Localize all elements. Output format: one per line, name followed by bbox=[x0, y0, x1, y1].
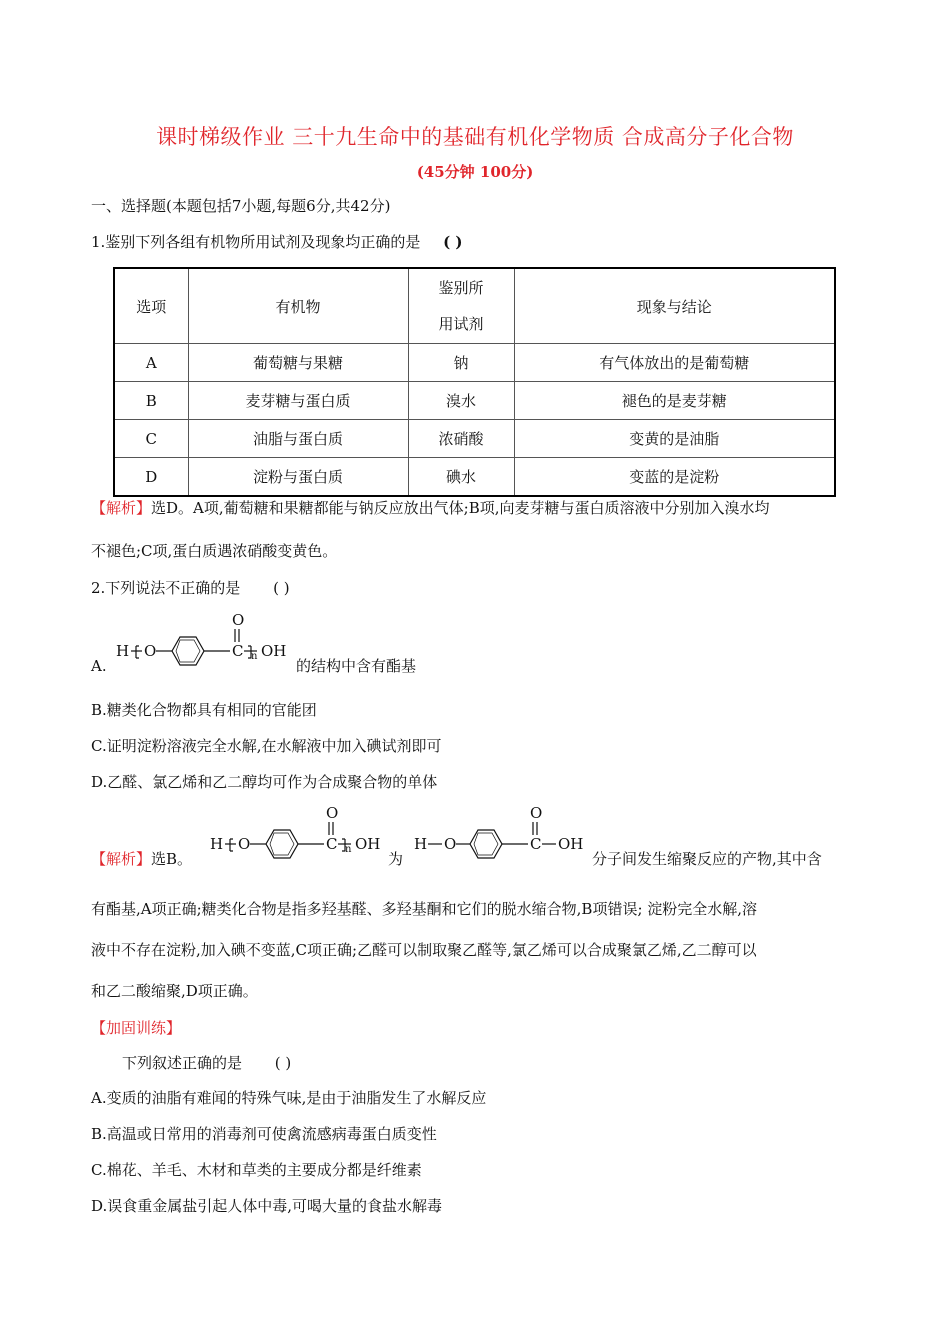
atom-o: O bbox=[444, 835, 457, 853]
page-title: 课时梯级作业 三十九生命中的基础有机化学物质 合成高分子化合物 bbox=[156, 125, 794, 149]
bracket-right bbox=[248, 646, 251, 658]
atom-h: H bbox=[210, 835, 224, 853]
atom-o-carbonyl: O bbox=[232, 611, 245, 629]
bracket-left bbox=[136, 646, 139, 658]
table-row bbox=[114, 382, 835, 420]
repeat-n: n bbox=[251, 651, 258, 662]
analysis-text: 选D。A项,葡萄糖和果糖都能与钠反应放出气体;B项,向麦芽糖与蛋白质溶液中分别加入溴水均 bbox=[151, 499, 770, 517]
atom-o-carbonyl: O bbox=[326, 804, 339, 822]
question-2-answer-blank: ( ) bbox=[273, 579, 290, 597]
practice-option-a: A.变质的油脂有难闻的特殊气味,是由于油脂发生了水解反应 bbox=[91, 1089, 487, 1107]
structure-formula-monomer bbox=[410, 803, 590, 865]
formula-atoms bbox=[414, 804, 583, 853]
table-cell: 溴水 bbox=[408, 382, 514, 420]
table-cell: 褪色的是麦芽糖 bbox=[514, 382, 835, 420]
table-row bbox=[114, 344, 835, 382]
question-1-text: 1.鉴别下列各组有机物所用试剂及现象均正确的是 bbox=[91, 233, 421, 251]
option-a-label: A. bbox=[91, 657, 107, 675]
atom-h: H bbox=[414, 835, 428, 853]
practice-option-c: C.棉花、羊毛、木材和草类的主要成分都是纤维素 bbox=[91, 1161, 422, 1179]
table-cell: A bbox=[114, 344, 188, 382]
benzene-ring bbox=[172, 637, 204, 665]
question-2-stem bbox=[91, 577, 290, 599]
atom-c: C bbox=[530, 835, 542, 853]
analysis-tag: 【解析】 bbox=[91, 499, 152, 517]
practice-option-d: D.误食重金属盐引起人体中毒,可喝大量的食盐水解毒 bbox=[91, 1197, 443, 1215]
benzene-inner bbox=[176, 640, 200, 662]
atom-o-carbonyl: O bbox=[530, 804, 543, 822]
practice-option-b: B.高温或日常用的消毒剂可使禽流感病毒蛋白质变性 bbox=[91, 1125, 437, 1143]
atom-c: C bbox=[232, 642, 244, 660]
table-header-line: 鉴别所 bbox=[438, 279, 484, 297]
benzene-inner bbox=[474, 833, 498, 855]
question-2-text: 2.下列说法不正确的是 bbox=[91, 579, 241, 597]
repeat-n: n bbox=[345, 844, 352, 855]
table-cell: 碘水 bbox=[408, 458, 514, 497]
question-1-analysis bbox=[91, 497, 770, 519]
table-cell: 麦芽糖与蛋白质 bbox=[188, 382, 408, 420]
question-2-analysis-line-3: 液中不存在淀粉,加入碘不变蓝,C项正确;乙醛可以制取聚乙醛等,氯乙烯可以合成聚氯乙烯,乙二醇可以 bbox=[91, 941, 757, 959]
bracket-left bbox=[230, 839, 233, 851]
table-cell: 油脂与蛋白质 bbox=[188, 420, 408, 458]
benzene-inner bbox=[270, 833, 294, 855]
practice-tag: 【加固训练】 bbox=[91, 1019, 182, 1037]
page-subtitle: (45分钟 100分) bbox=[416, 163, 534, 181]
question-1-table bbox=[113, 267, 836, 497]
formula-atoms bbox=[210, 804, 380, 855]
question-1-analysis-line-2: 不褪色;C项,蛋白质遇浓硝酸变黄色。 bbox=[91, 542, 338, 560]
table-cell: D bbox=[114, 458, 188, 497]
option-b: B.糖类化合物都具有相同的官能团 bbox=[91, 701, 317, 719]
table-cell: 钠 bbox=[408, 344, 514, 382]
table-row bbox=[114, 420, 835, 458]
structure-formula-a bbox=[114, 610, 296, 672]
table-header-row bbox=[114, 268, 835, 344]
question-1-stem bbox=[91, 231, 463, 253]
table-cell: C bbox=[114, 420, 188, 458]
atom-oh: OH bbox=[558, 835, 584, 853]
atom-h: H bbox=[116, 642, 130, 660]
formula-atoms bbox=[116, 611, 286, 662]
question-2-analysis-start bbox=[91, 848, 192, 870]
table-cell: 葡萄糖与果糖 bbox=[188, 344, 408, 382]
practice-answer-blank: ( ) bbox=[274, 1054, 292, 1072]
atom-oh: OH bbox=[261, 642, 287, 660]
question-2-analysis-line-4: 和乙二酸缩聚,D项正确。 bbox=[91, 982, 258, 1000]
table-header-cell: 选项 bbox=[114, 268, 188, 344]
atom-o: O bbox=[144, 642, 157, 660]
atom-o: O bbox=[238, 835, 251, 853]
question-1-answer-blank: ( ) bbox=[443, 233, 463, 251]
analysis-tag: 【解析】 bbox=[91, 850, 152, 868]
table-cell: 有气体放出的是葡萄糖 bbox=[514, 344, 835, 382]
practice-stem bbox=[122, 1052, 291, 1074]
analysis-text: 选B。 bbox=[151, 850, 193, 868]
atom-c: C bbox=[326, 835, 338, 853]
benzene-ring bbox=[470, 830, 502, 858]
table-cell: 浓硝酸 bbox=[408, 420, 514, 458]
table-header-cell bbox=[408, 268, 514, 344]
bracket-right bbox=[342, 839, 345, 851]
section-heading: 一、选择题(本题包括7小题,每题6分,共42分) bbox=[91, 197, 391, 215]
option-a-text: 的结构中含有酯基 bbox=[296, 657, 417, 675]
table-header-cell: 现象与结论 bbox=[514, 268, 835, 344]
table-row bbox=[114, 458, 835, 497]
table-cell: B bbox=[114, 382, 188, 420]
option-d: D.乙醛、氯乙烯和乙二醇均可作为合成聚合物的单体 bbox=[91, 773, 438, 791]
atom-oh: OH bbox=[355, 835, 381, 853]
analysis-connector: 为 bbox=[388, 850, 404, 868]
table-header-cell: 有机物 bbox=[188, 268, 408, 344]
option-c: C.证明淀粉溶液完全水解,在水解液中加入碘试剂即可 bbox=[91, 737, 442, 755]
question-2-analysis-line-2: 有酯基,A项正确;糖类化合物是指多羟基醛、多羟基酮和它们的脱水缩合物,B项错误; 淀粉完全水解,溶 bbox=[91, 900, 758, 918]
structure-formula-polymer bbox=[208, 803, 386, 865]
table-cell: 淀粉与蛋白质 bbox=[188, 458, 408, 497]
table-header-line: 用试剂 bbox=[438, 315, 484, 333]
practice-text: 下列叙述正确的是 bbox=[122, 1054, 243, 1072]
analysis-text-end: 分子间发生缩聚反应的产物,其中含 bbox=[592, 850, 822, 868]
table-cell: 变黄的是油脂 bbox=[514, 420, 835, 458]
benzene-ring bbox=[266, 830, 298, 858]
table-cell: 变蓝的是淀粉 bbox=[514, 458, 835, 497]
